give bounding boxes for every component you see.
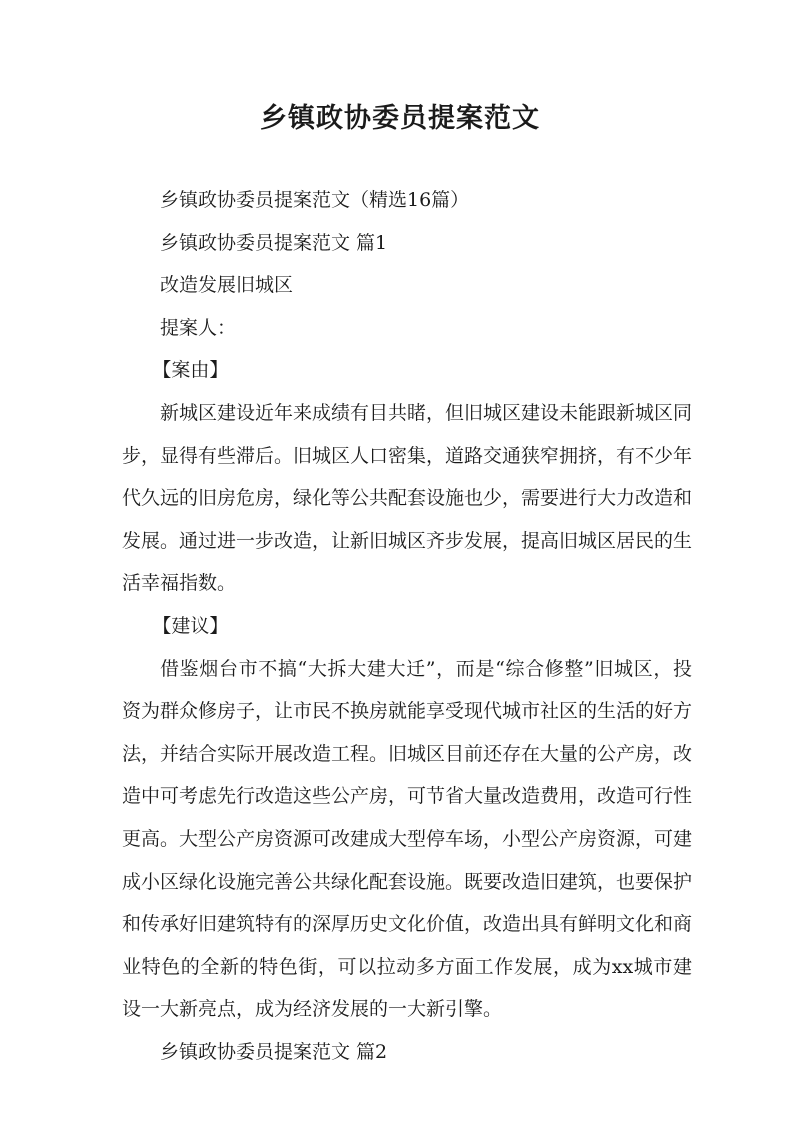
- section-heading: 乡镇政协委员提案范文 篇1: [160, 231, 388, 254]
- section-heading: 乡镇政协委员提案范文 篇2: [160, 1040, 388, 1063]
- proposer-line: 提案人：: [160, 316, 237, 339]
- reason-paragraph: 新城区建设近年来成绩有目共睹，但旧城区建设未能跟新城区同步，显得有些滞后。旧城区人口密集，道路交通狭窄拥挤，有不少年代久远的旧房危房，绿化等公共配套设施也少，需要进行大力改造和发展。通过进一步改造，让新旧城区齐步发展，提高旧城区居民的生活幸福指数。: [122, 401, 693, 595]
- reason-heading: 【案由】: [152, 359, 229, 382]
- suggestion-heading: 【建议】: [152, 614, 229, 637]
- document-body: [122, 179, 692, 1073]
- intro-paragraph: 乡镇政协委员提案范文（精选16篇）: [160, 189, 470, 211]
- document-title: 乡镇政协委员提案范文: [260, 103, 540, 134]
- proposal-title: 改造发展旧城区: [160, 274, 294, 297]
- suggestion-paragraph: 借鉴烟台市不搞“大拆大建大迁”，而是“综合修整”旧城区，投资为群众修房子，让市民不换房就能享受现代城市社区的生活的好方法，并结合实际开展改造工程。旧城区目前还存在大量的公产房，改造中可考虑先行改造这些公产房，可节省大量改造费用，改造可行性更高。大型公产房资源可改建成大型停车场，小型公产房资源，可建成小区绿化设施完善公共绿化配套设施。既要改造旧建筑，也要保护和传承好旧建筑特有的深厚历史文化价值，改造出具有鲜明文化和商业特色的全新的特色街，可以拉动多方面工作发展，成为xx城市建设一大新亮点，成为经济发展的一大新引擎。: [122, 657, 693, 1021]
